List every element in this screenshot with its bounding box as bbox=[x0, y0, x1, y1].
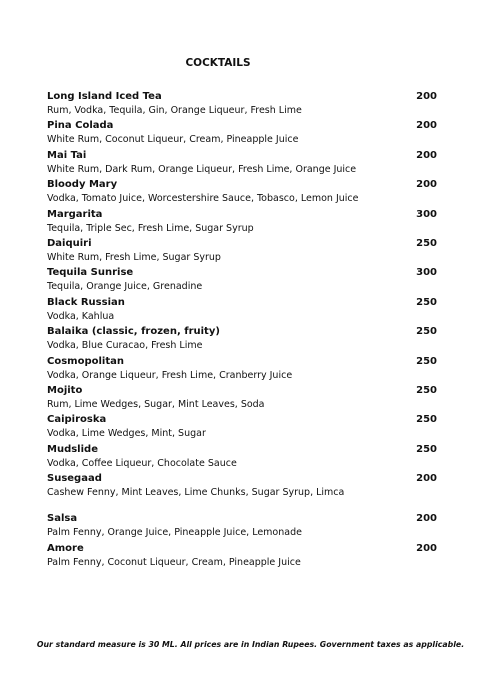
item-description: Cashew Fenny, Mint Leaves, Lime Chunks, Sugar Syrup, Limca bbox=[47, 487, 345, 499]
item-name: Mudslide bbox=[47, 443, 98, 455]
list-item bbox=[47, 324, 437, 353]
cocktail-list bbox=[47, 89, 437, 570]
item-description: Vodka, Orange Liqueur, Fresh Lime, Cranberry Juice bbox=[47, 369, 293, 381]
list-item bbox=[47, 383, 437, 412]
item-price: 250 bbox=[416, 355, 437, 367]
item-name: Margarita bbox=[47, 208, 103, 220]
item-price: 250 bbox=[416, 443, 437, 455]
item-name: Mojito bbox=[47, 384, 83, 396]
list-item bbox=[47, 412, 437, 441]
item-price: 200 bbox=[416, 473, 437, 485]
item-price: 250 bbox=[416, 384, 437, 396]
list-item bbox=[47, 541, 437, 570]
list-item bbox=[47, 118, 437, 147]
list-item bbox=[47, 295, 437, 324]
item-description: Vodka, Blue Curacao, Fresh Lime bbox=[47, 340, 203, 352]
section-gap bbox=[47, 500, 437, 511]
item-price: 250 bbox=[416, 414, 437, 426]
item-description: Palm Fenny, Coconut Liqueur, Cream, Pineapple Juice bbox=[47, 556, 301, 568]
item-price: 200 bbox=[416, 542, 437, 554]
list-item bbox=[47, 511, 437, 540]
item-name: Black Russian bbox=[47, 296, 125, 308]
item-description: Tequila, Triple Sec, Fresh Lime, Sugar Syrup bbox=[47, 222, 254, 234]
item-price: 300 bbox=[416, 208, 437, 220]
item-price: 300 bbox=[416, 267, 437, 279]
footer-note: Our standard measure is 30 ML. All prices are in Indian Rupees. Government taxes as applicable. bbox=[36, 640, 465, 649]
list-item bbox=[47, 207, 437, 236]
item-description: Vodka, Coffee Liqueur, Chocolate Sauce bbox=[47, 457, 237, 469]
item-description: White Rum, Dark Rum, Orange Liqueur, Fresh Lime, Orange Juice bbox=[47, 163, 357, 175]
item-name: Pina Colada bbox=[47, 120, 114, 132]
item-price: 200 bbox=[416, 149, 437, 161]
item-name: Balaika (classic, frozen, fruity) bbox=[47, 326, 220, 338]
list-item bbox=[47, 236, 437, 265]
page-title: COCKTAILS bbox=[185, 57, 251, 69]
item-name: Amore bbox=[47, 542, 84, 554]
item-name: Caipiroska bbox=[47, 414, 107, 426]
item-price: 200 bbox=[416, 179, 437, 191]
item-description: Rum, Lime Wedges, Sugar, Mint Leaves, Soda bbox=[47, 398, 265, 410]
list-item bbox=[47, 177, 437, 206]
item-description: Tequila, Orange Juice, Grenadine bbox=[47, 281, 203, 293]
item-name: Susegaad bbox=[47, 473, 102, 485]
item-name: Salsa bbox=[47, 513, 78, 525]
item-price: 200 bbox=[416, 120, 437, 132]
list-item bbox=[47, 148, 437, 177]
item-name: Bloody Mary bbox=[47, 179, 118, 191]
item-price: 200 bbox=[416, 513, 437, 525]
list-item bbox=[47, 471, 437, 500]
item-name: Cosmopolitan bbox=[47, 355, 124, 367]
item-description: Vodka, Tomato Juice, Worcestershire Sauce, Tobasco, Lemon Juice bbox=[47, 193, 359, 205]
item-name: Tequila Sunrise bbox=[47, 267, 134, 279]
item-price: 200 bbox=[416, 91, 437, 102]
list-item bbox=[47, 442, 437, 471]
item-price: 250 bbox=[416, 237, 437, 249]
item-description: Vodka, Kahlua bbox=[47, 310, 115, 322]
list-item bbox=[47, 89, 437, 118]
list-item bbox=[47, 354, 437, 383]
item-description: White Rum, Fresh Lime, Sugar Syrup bbox=[47, 251, 221, 263]
item-description: Palm Fenny, Orange Juice, Pineapple Juice, Lemonade bbox=[47, 527, 302, 539]
list-item bbox=[47, 265, 437, 294]
item-name: Mai Tai bbox=[47, 149, 87, 161]
item-description: Rum, Vodka, Tequila, Gin, Orange Liqueur, Fresh Lime bbox=[47, 105, 302, 116]
item-name: Daiquiri bbox=[47, 237, 92, 249]
item-price: 250 bbox=[416, 296, 437, 308]
item-price: 250 bbox=[416, 326, 437, 338]
item-name: Long Island Iced Tea bbox=[47, 91, 162, 102]
item-description: White Rum, Coconut Liqueur, Cream, Pineapple Juice bbox=[47, 134, 299, 146]
item-description: Vodka, Lime Wedges, Mint, Sugar bbox=[47, 428, 206, 440]
